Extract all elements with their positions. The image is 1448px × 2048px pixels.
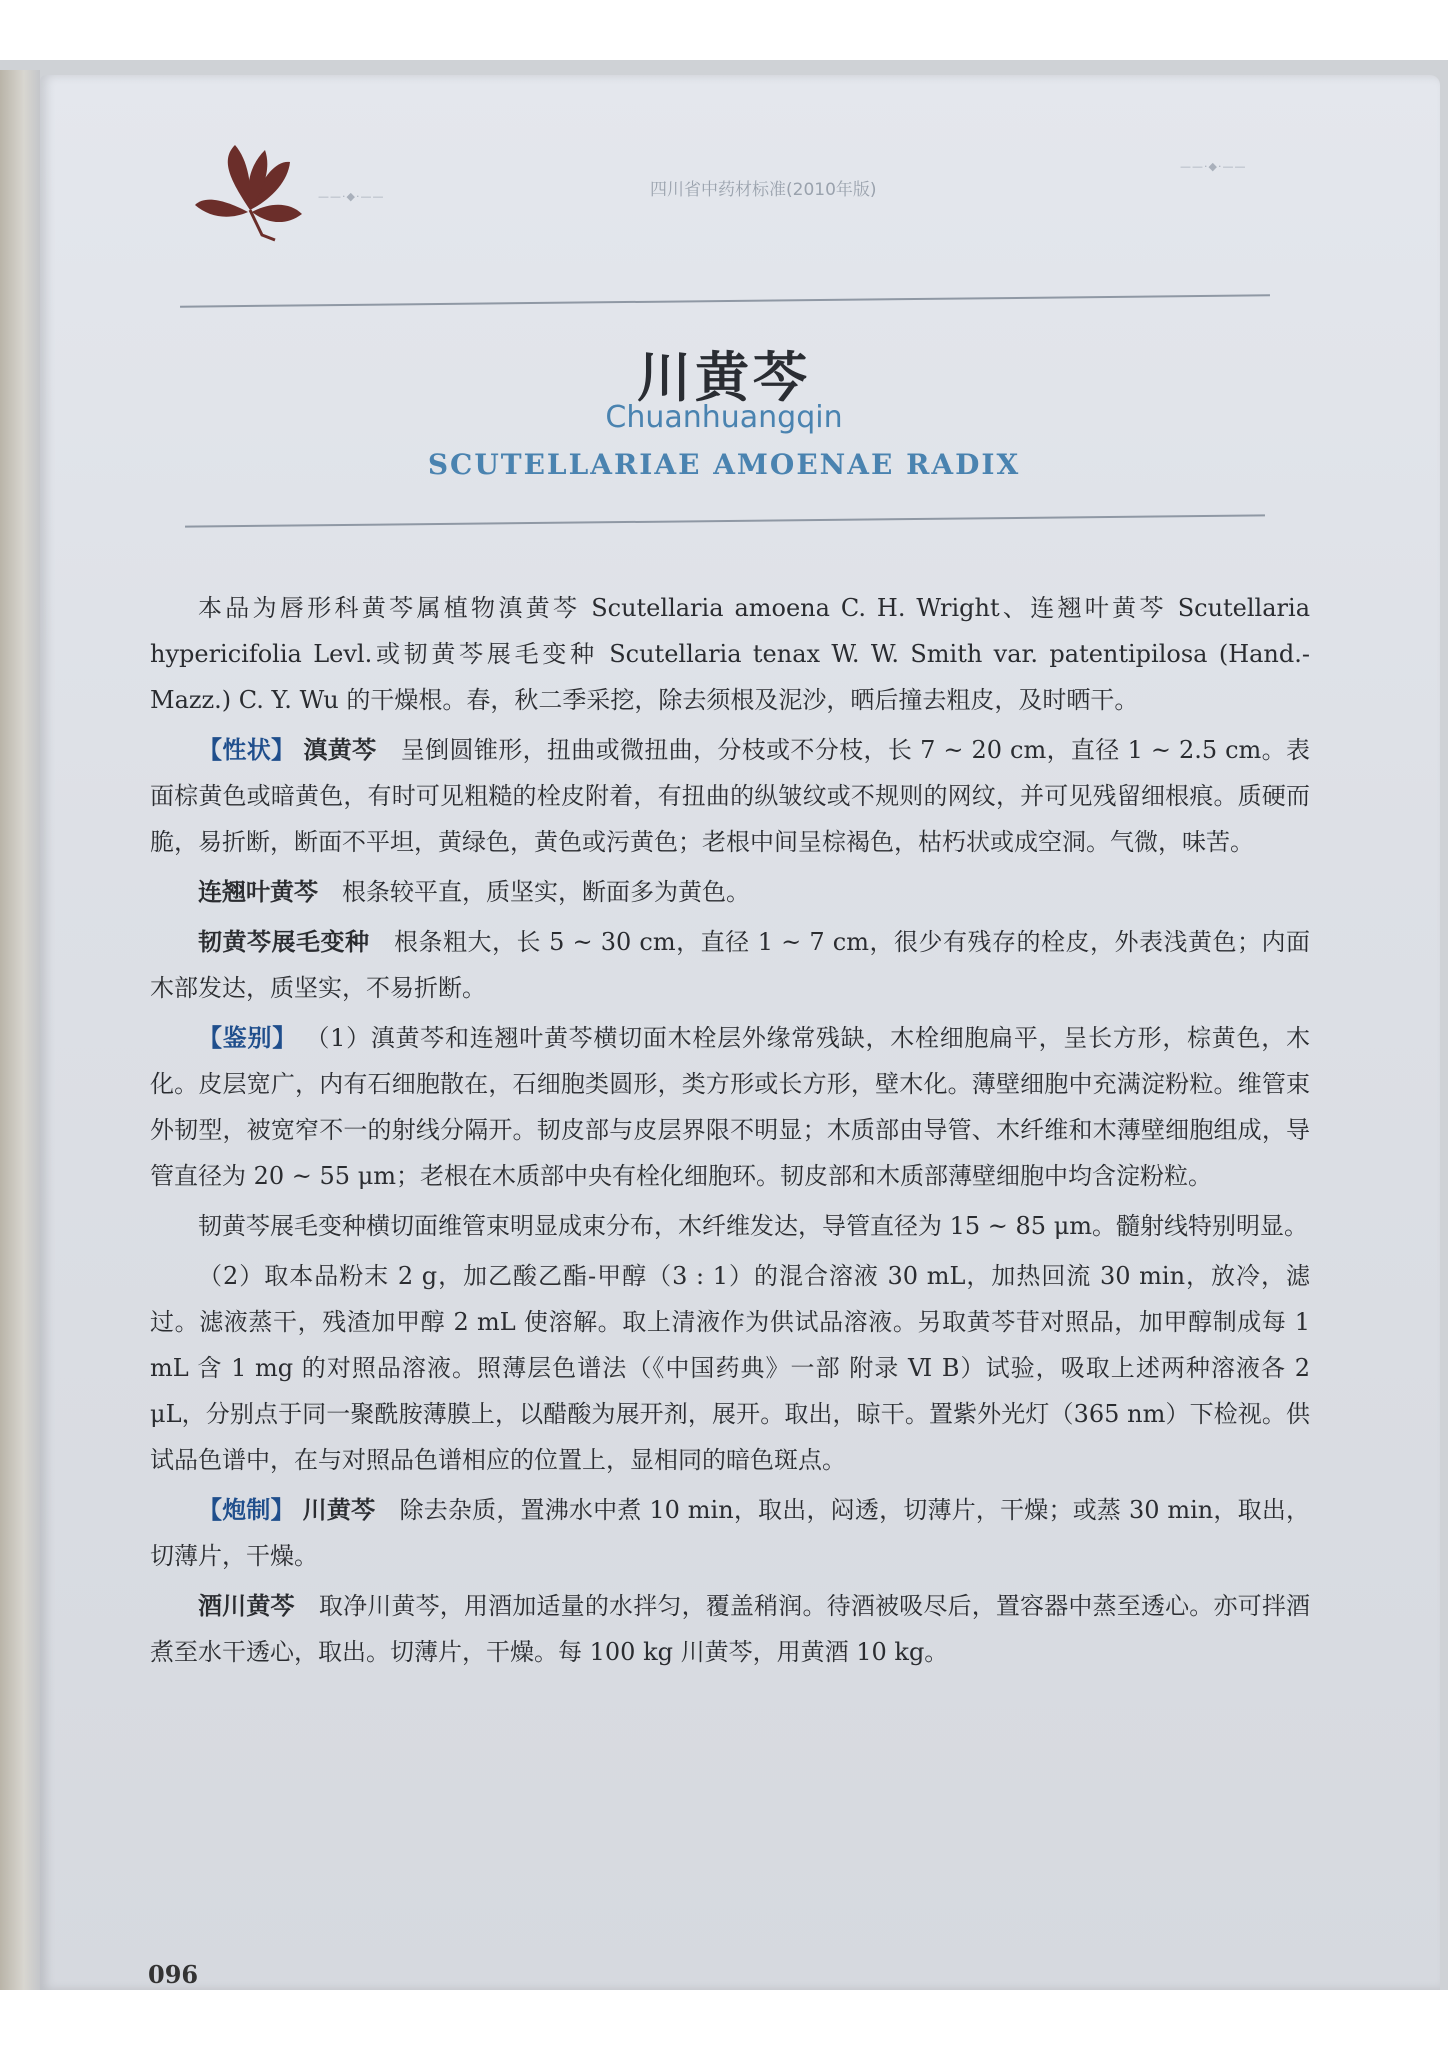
- page-number: 096: [148, 1960, 199, 1989]
- paozhi-text-2: 取净川黄芩，用酒加适量的水拌匀，覆盖稍润。待酒被吸尽后，置容器中蒸至透心。亦可拌酒煮至水干透心，取出。切薄片，干燥。每 100 kg 川黄芩，用黄酒 10 kg。: [150, 1592, 1311, 1666]
- section-heading-paozhi: 【炮制】: [198, 1496, 295, 1524]
- jianbie-paragraph-1: [150, 1015, 1310, 1199]
- xingzhuang-text-3: 根条粗大，长 5 ~ 30 cm，直径 1 ~ 7 cm，很少有残存的栓皮，外表浅黄色；内面木部发达，质坚实，不易折断。: [150, 928, 1310, 1002]
- subheading-ren-huangqin: 韧黄芩展毛变种: [198, 928, 370, 956]
- section-heading-jianbie: 【鉴别】: [198, 1024, 297, 1052]
- subheading-lianqiaoye-huangqin: 连翘叶黄芩: [198, 878, 318, 906]
- jianbie-paragraph-2: 韧黄芩展毛变种横切面维管束明显成束分布，木纤维发达，导管直径为 15 ~ 85 μm。髓射线特别明显。: [198, 1212, 1309, 1240]
- jianbie-text-1: （1）滇黄芩和连翘叶黄芩横切面木栓层外缘常残缺，木栓细胞扁平，呈长方形，棕黄色，木化。皮层宽广，内有石细胞散在，石细胞类圆形，类方形或长方形，壁木化。薄壁细胞中充满淀粉粒。维管束外韧型，被宽窄不一的射线分隔开。韧皮部与皮层界限不明显；木质部由导管、木纤维和木薄壁细胞组成，导管直径为 20 ~ 55 μm；老根在木质部中央有栓化细胞环。韧皮部和木质部薄壁细胞中均含淀粉粒。: [150, 1024, 1310, 1190]
- subheading-dian-huangqin: 滇黄芩: [303, 736, 377, 764]
- section-heading-xingzhuang: 【性状】: [198, 736, 296, 764]
- paozhi-text-1: 除去杂质，置沸水中煮 10 min，取出，闷透，切薄片，干燥；或蒸 30 min，取出，切薄片，干燥。: [150, 1496, 1311, 1570]
- paozhi-paragraph-2: [150, 1583, 1310, 1675]
- intro-paragraph: 本品为唇形科黄芩属植物滇黄芩 Scutellaria amoena C. H. Wright、连翘叶黄芩 Scutellaria hypericifolia Levl.或韧黄芩展毛变种 Scutellaria tenax W. W. Smith var. patentipilosa (Hand.-Mazz.) C. Y. Wu 的干燥根。春，秋二季采挖，除去须根及泥沙，晒后撞去粗皮，及时晒干。: [150, 594, 1310, 714]
- monograph-body: [150, 585, 1310, 1679]
- subheading-chuan-huangqin: 川黄芩: [302, 1496, 376, 1524]
- xingzhuang-paragraph: [150, 727, 1310, 865]
- page-title-latin: SCUTELLARIAE AMOENAE RADIX: [427, 448, 1021, 481]
- xingzhuang-paragraph-3: [150, 919, 1310, 1011]
- paozhi-paragraph-1: [150, 1487, 1310, 1579]
- page-title-pinyin: Chuanhuangqin: [605, 400, 843, 435]
- running-header-title: 四川省中药材标准(2010年版): [650, 180, 877, 200]
- page-title-chinese: 川黄芩: [637, 345, 811, 409]
- subheading-jiu-chuan-huangqin: 酒川黄芩: [198, 1592, 295, 1620]
- xingzhuang-text-1: 呈倒圆锥形，扭曲或微扭曲，分枝或不分枝，长 7 ~ 20 cm，直径 1 ~ 2.5 cm。表面棕黄色或暗黄色，有时可见粗糙的栓皮附着，有扭曲的纵皱纹或不规则的网纹，并可见残留细根痕。质硬而脆，易折断，断面不平坦，黄绿色，黄色或污黄色；老根中间呈棕褐色，枯朽状或成空洞。气微，味苦。: [150, 736, 1310, 856]
- xingzhuang-paragraph-2: [150, 869, 1310, 915]
- leaf-branch-icon: [190, 140, 310, 250]
- header-ornament-left: ——·◆·——: [318, 190, 385, 203]
- xingzhuang-text-2: 根条较平直，质坚实，断面多为黄色。: [342, 878, 750, 906]
- header-ornament-right: ——·◆·——: [1180, 160, 1247, 173]
- jianbie-paragraph-3: （2）取本品粉末 2 g，加乙酸乙酯-甲醇（3 : 1）的混合溶液 30 mL，加热回流 30 min，放冷，滤过。滤液蒸干，残渣加甲醇 2 mL 使溶解。取上清液作为供试品溶液。另取黄芩苷对照品，加甲醇制成每 1 mL 含 1 mg 的对照品溶液。照薄层色谱法（《中国药典》一部 附录 Ⅵ B）试验，吸取上述两种溶液各 2 μL，分别点于同一聚酰胺薄膜上，以醋酸为展开剂，展开。取出，晾干。置紫外光灯（365 nm）下检视。供试品色谱中，在与对照品色谱相应的位置上，显相同的暗色斑点。: [150, 1262, 1310, 1474]
